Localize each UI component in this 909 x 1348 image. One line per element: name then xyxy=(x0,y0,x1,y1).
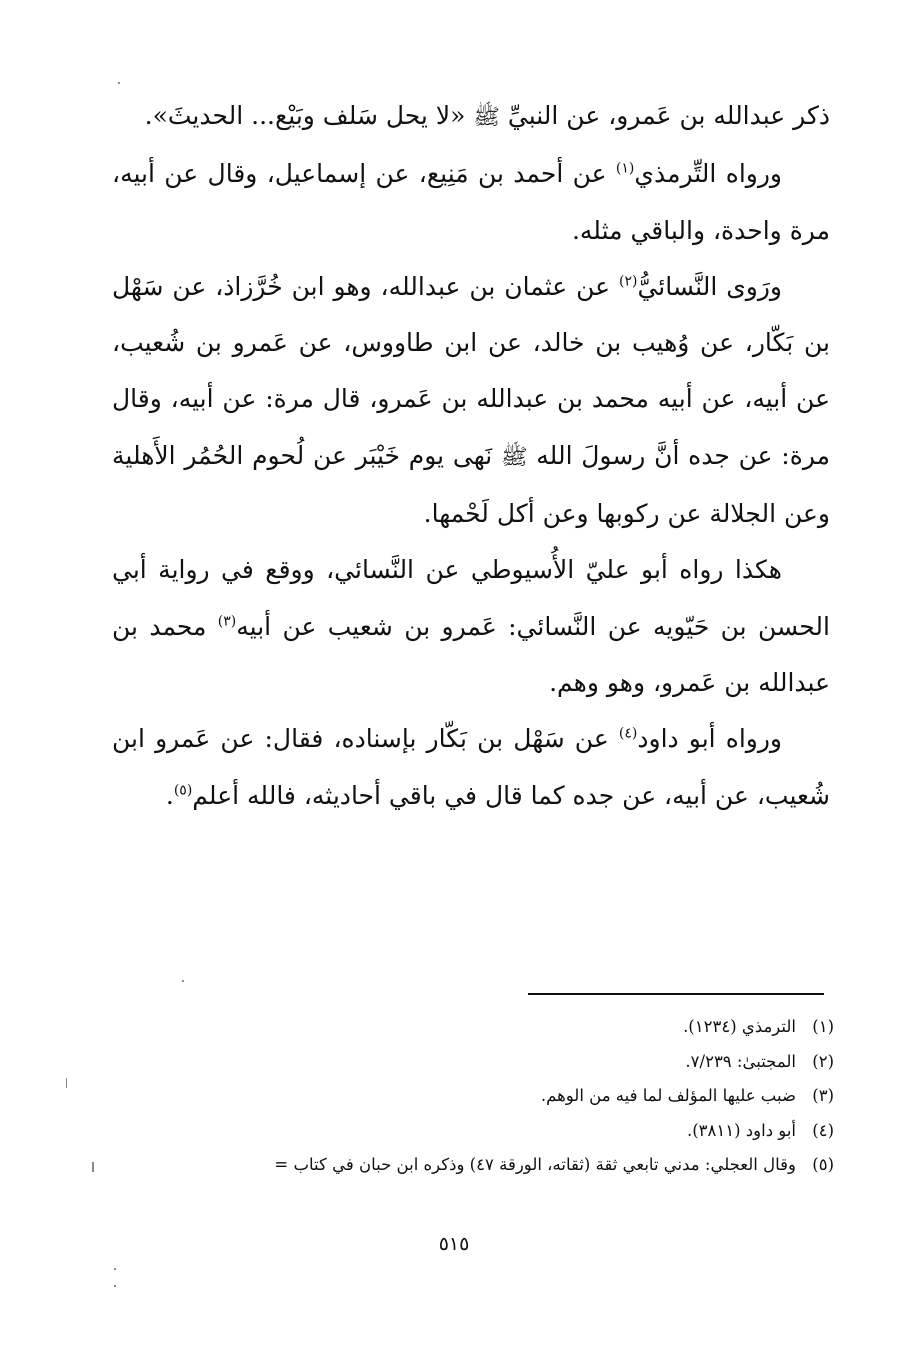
scan-speck xyxy=(182,980,184,982)
footnote-number: (٤) xyxy=(812,1120,834,1140)
text-run: عن سَهْل بن بَكّار بإسناده، فقال: عن عَمرو ابن شُعيب، عن أبيه، عن جده كما قال في باقي أحاديثه، فالله أعلم xyxy=(112,724,830,810)
footnote-number: (١) xyxy=(812,1017,834,1036)
paragraph xyxy=(112,146,830,259)
text-run: ورَوى النَّسائيُّ xyxy=(637,271,783,301)
text-run: نَهى يوم خَيْبَر عن لُحوم الحُمُر الأَهلية وعن الجلالة عن ركوبها وعن أكل لَحْمها. xyxy=(112,440,830,529)
footnote-marker: (٢) xyxy=(619,273,638,290)
footnote-text: وقال العجلي: مدني تابعي ثقة (ثقاته، الورقة ٤٧) وذكره ابن حبان في كتاب = xyxy=(274,1155,796,1174)
paragraph xyxy=(112,542,830,711)
scan-speck xyxy=(66,1078,67,1088)
text-run: عن عثمان بن عبدالله، وهو ابن خُرَّزاذ، عن سَهْل بن بَكّار، عن وُهيب بن خالد، عن ابن طاووس، عن عَمرو بن شُعيب، عن أبيه، عن أبيه محمد بن عبدالله بن عَمرو، قال مرة: عن أبيه، وقال مرة: عن جده أنَّ رسولَ الله xyxy=(112,271,831,470)
scan-speck xyxy=(118,82,120,84)
text-run: ورواه أبو داود xyxy=(637,724,782,754)
text-run: هكذا رواه أبو عليّ الأُسيوطي عن النَّسائي، ووقع في رواية أبي الحسن بن حَيّويه عن النَّسائي: عَمرو بن شعيب عن أبيه xyxy=(112,555,830,641)
paragraph xyxy=(112,88,830,146)
footnote-marker: (٣) xyxy=(217,613,237,630)
footnote xyxy=(104,1079,834,1114)
text-run: محمد بن عبدالله بن عَمرو، وهو وهم. xyxy=(112,611,830,697)
footnote-number: (٣) xyxy=(812,1086,834,1105)
footnote xyxy=(104,1010,834,1045)
paragraph xyxy=(112,711,830,824)
text-run: «لا يحل سَلف وبَيْع... الحديثَ». xyxy=(144,101,474,130)
footnote xyxy=(104,1114,834,1149)
salawat-glyph: ﷺ xyxy=(500,444,528,470)
footnote-text: الترمذي (١٢٣٤). xyxy=(683,1017,796,1036)
text-run: . xyxy=(165,780,174,810)
footnote-number: (٥) xyxy=(812,1155,834,1174)
salawat-glyph: ﷺ xyxy=(473,105,500,130)
footnote-text: أبو داود (٣٨١١). xyxy=(686,1120,796,1140)
footnote-text: ضبب عليها المؤلف لما فيه من الوهم. xyxy=(540,1086,796,1105)
footnotes xyxy=(104,1010,834,1183)
footnote-number: (٢) xyxy=(812,1051,834,1071)
page-number: ٥١٥ xyxy=(438,1233,470,1255)
scan-speck xyxy=(114,1268,116,1270)
footnote-marker: (١) xyxy=(615,160,635,177)
footnote-separator xyxy=(528,993,824,995)
footnote-marker: (٥) xyxy=(173,782,193,799)
scan-speck xyxy=(92,1162,94,1172)
main-text xyxy=(112,88,830,824)
scan-speck xyxy=(114,1285,116,1287)
footnote-text: المجتبىٰ: ٧/٢٣٩. xyxy=(685,1051,796,1071)
text-run: عن أحمد بن مَنِيع، عن إسماعيل، وقال عن أبيه، مرة واحدة، والباقي مثله. xyxy=(112,159,830,245)
footnote xyxy=(104,1045,834,1080)
footnote-marker: (٤) xyxy=(618,725,638,742)
paragraph xyxy=(112,259,830,542)
footnote xyxy=(104,1148,834,1183)
text-run: ورواه التِّرمذي xyxy=(634,159,782,189)
text-run: ذكر عبدالله بن عَمرو، عن النبيِّ xyxy=(499,101,830,130)
